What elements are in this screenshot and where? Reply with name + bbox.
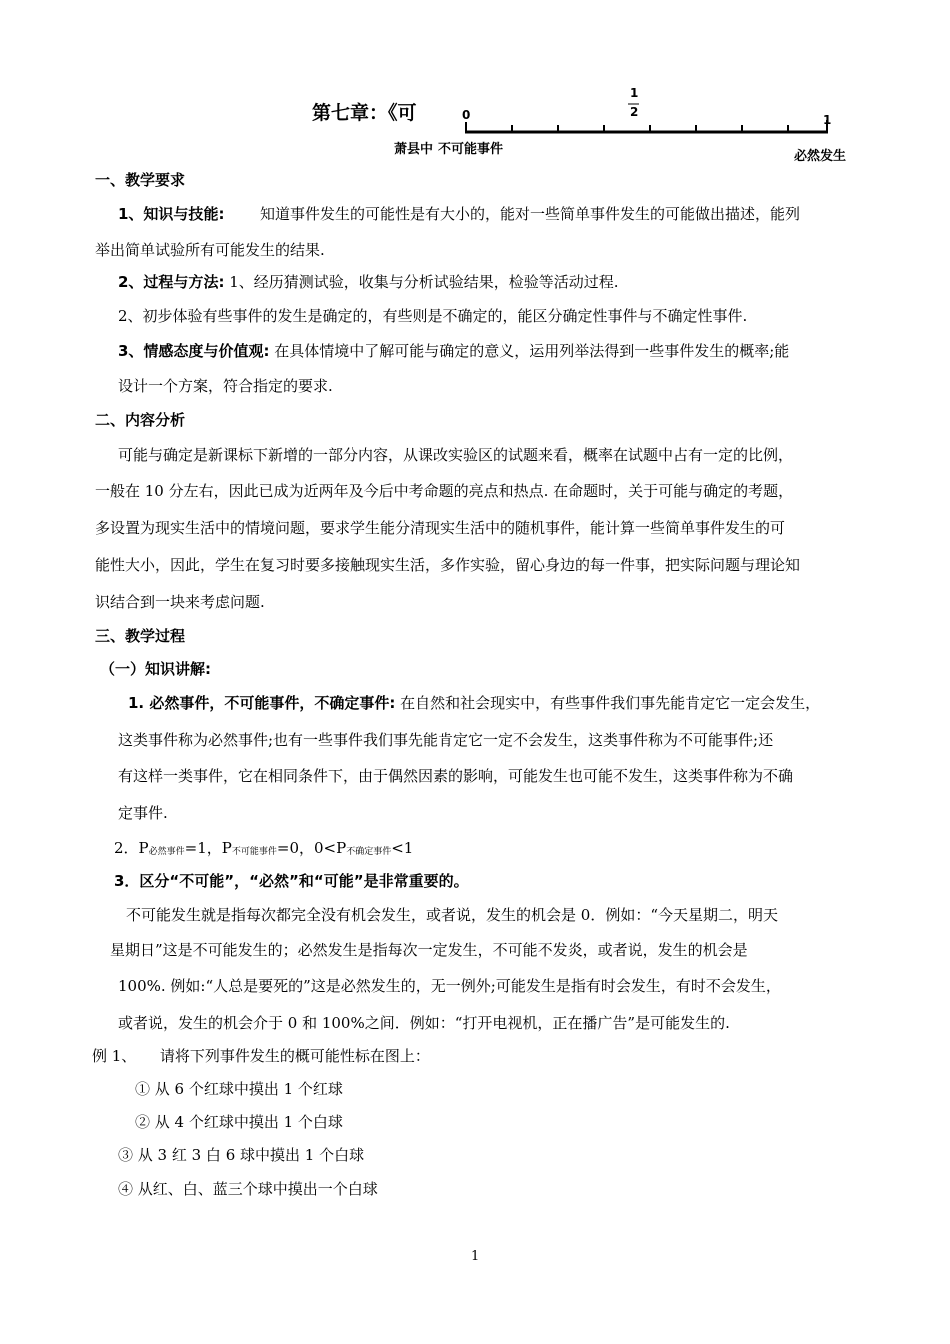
paragraph-line: 不可能发生就是指每次都完全没有机会发生，或者说，发生的机会是 0．例如：“今天星期二，明天 [126, 906, 778, 924]
item-label: 2、过程与方法: [118, 273, 225, 291]
example-text: 请将下列事件发生的概可能性标在图上： [159, 1047, 430, 1065]
paragraph-line: 100%. 例如:“人总是要死的”这是必然发生的，无一例外;可能发生是指有时会发生，有时不会发生， [118, 977, 781, 995]
paragraph-line: 2、初步体验有些事件的发生是确定的，有些则是不确定的，能区分确定性事件与不确定性事件. [118, 307, 748, 325]
point-text: 在自然和社会现实中，有些事件我们事先能肯定它一定会发生， [400, 694, 821, 712]
paragraph-line [118, 272, 888, 292]
scale-label-zero: 0 [462, 108, 471, 122]
item-text: 在具体情境中了解可能与确定的意义，运用列举法得到一些事件发生的概率;能 [274, 342, 790, 360]
item-text: 1、经历猜测试验，收集与分析试验结果，检验等活动过程. [229, 273, 619, 291]
example-item: ③ 从 3 红 3 白 6 球中摸出 1 个白球 [118, 1146, 365, 1164]
paragraph-line: 多设置为现实生活中的情境问题，要求学生能分清现实生活中的随机事件，能计算一些简单事件发生的可 [95, 519, 786, 537]
paragraph-line: 举出简单试验所有可能发生的结果. [95, 241, 325, 259]
paragraph-line: 可能与确定是新课标下新增的一部分内容，从课改实验区的试题来看，概率在试题中占有一定的比例， [118, 446, 794, 464]
scale-label-one: 1 [823, 113, 832, 127]
example-label: 例 1、 [92, 1047, 137, 1065]
paragraph-line [118, 341, 888, 361]
paragraph-line: 有这样一类事件，它在相同条件下，由于偶然因素的影响，可能发生也可能不发生，这类事件称为不确 [118, 767, 794, 785]
section-heading: 二、内容分析 [95, 411, 186, 429]
item-text: 知道事件发生的可能性是有大小的，能对一些简单事件发生的可能做出描述，能列 [260, 205, 801, 223]
paragraph-line: 或者说，发生的机会介于 0 和 100%之间．例如：“打开电视机，正在播广告”是可能发生的. [118, 1014, 730, 1032]
sub-heading: （一）知识讲解: [100, 660, 211, 678]
section-heading: 三、教学过程 [95, 627, 186, 645]
paragraph-line [128, 693, 898, 713]
paragraph-line: 星期日”这是不可能发生的；必然发生是指每次一定发生，不可能不发炎，或者说，发生的机会是 [110, 941, 748, 959]
scale-label-impossible: 不可能事件 [438, 142, 504, 157]
scale-label-left: 萧县中 [394, 142, 434, 157]
paragraph-line: 设计一个方案，符合指定的要求. [118, 377, 333, 395]
paragraph-line: 识结合到一块来考虑问题. [95, 593, 265, 611]
example-line [92, 1046, 862, 1066]
paragraph-line: 一般在 10 分左右，因此已成为近两年及今后中考命题的亮点和热点. 在命题时，关于可能与确定的考题， [95, 482, 794, 500]
scale-label-certain: 必然发生 [794, 149, 847, 164]
example-item: ④ 从红、白、蓝三个球中摸出一个白球 [118, 1180, 378, 1198]
chapter-title: 第七章：《可 [312, 102, 417, 124]
item-label: 1、知识与技能: [118, 205, 225, 223]
section-heading: 一、教学要求 [95, 171, 186, 189]
scale-label-half-denominator: 2 [630, 105, 639, 119]
example-item: ② 从 4 个红球中摸出 1 个白球 [135, 1113, 343, 1131]
probability-formula: 2．P必然事件=1，P不可能事件=0，0<P不确定事件<1 [114, 839, 414, 857]
item-label: 3、情感态度与价值观: [118, 342, 270, 360]
paragraph-line: 能性大小，因此，学生在复习时要多接触现实生活，多作实验，留心身边的每一件事，把实际问题与理论知 [95, 556, 801, 574]
point-heading: 3．区分“不可能”，“必然”和“可能”是非常重要的。 [114, 872, 469, 890]
example-item: ① 从 6 个红球中摸出 1 个红球 [135, 1080, 343, 1098]
page-number: 1 [471, 1249, 480, 1264]
paragraph-line: 定事件. [118, 804, 168, 822]
paragraph-line: 这类事件称为必然事件;也有一些事件我们事先能肯定它一定不会发生，这类事件称为不可能事件;还 [118, 731, 774, 749]
point-label: 1. 必然事件，不可能事件，不确定事件: [128, 694, 396, 712]
scale-label-half-numerator: 1 [630, 86, 639, 100]
paragraph-line [118, 204, 888, 224]
